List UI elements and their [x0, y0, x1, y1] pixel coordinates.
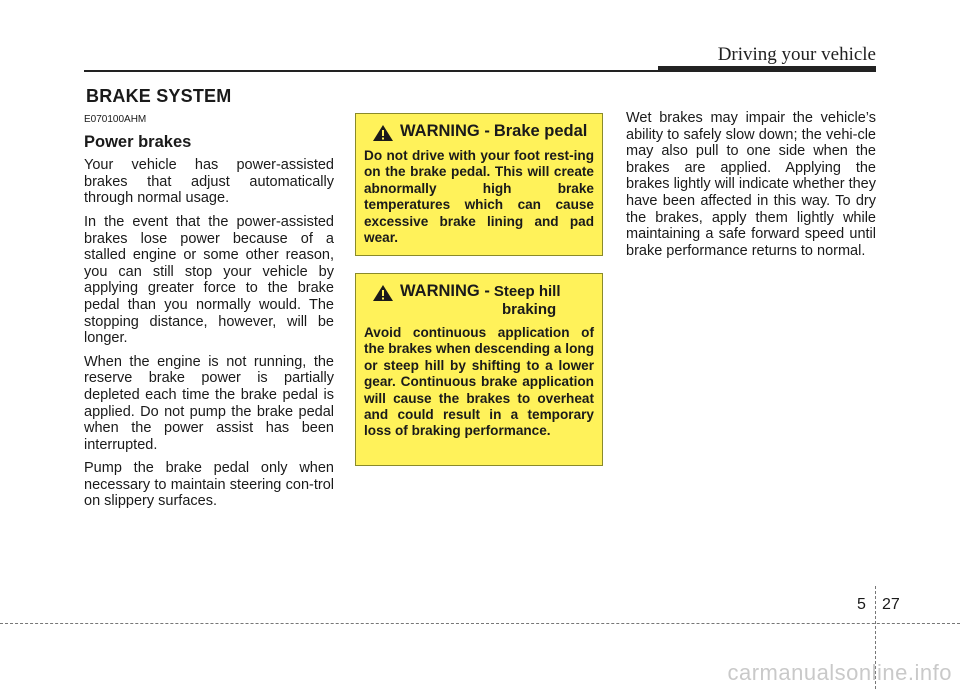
- warning-box-brake-pedal: [355, 113, 603, 256]
- warning-header: [364, 282, 594, 319]
- paragraph: Pump the brake pedal only when necessary to maintain steering con-trol on slippery surfaces.: [84, 460, 334, 510]
- warning-label: WARNING -: [400, 282, 490, 300]
- page-number: 27: [882, 596, 900, 613]
- warning-triangle-icon: [372, 124, 394, 142]
- watermark-text: carmanualsonline.info: [727, 660, 952, 685]
- left-column: [84, 110, 334, 517]
- warning-topic-line2: braking: [502, 301, 557, 318]
- footer-dashed-rule: [0, 623, 960, 624]
- warning-topic: Steep hill: [493, 283, 561, 300]
- warning-body: Avoid continuous application of the brakes when descending a long or steep hill by shifting to a lower gear. Continuous brake application will cause the brakes to overheat and could result in a temporary loss of braking performance.: [364, 325, 594, 439]
- warning-topic: Brake pedal: [493, 122, 588, 140]
- page-section-number: 5: [857, 596, 866, 613]
- warning-label: WARNING -: [400, 122, 490, 140]
- warning-triangle-icon: [372, 284, 394, 302]
- page-header-title: Driving your vehicle: [717, 44, 876, 65]
- warning-header: [364, 122, 594, 142]
- header-rule: [84, 70, 658, 72]
- warning-title: [400, 282, 561, 319]
- paragraph: In the event that the power-assisted brakes lose power because of a stalled engine or some other reason, you can still stop your vehicle by applying greater force to the brake pedal than you normally would. The stopping distance, however, will be longer.: [84, 213, 334, 347]
- warning-box-steep-hill: [355, 273, 603, 466]
- paragraph-wet-brakes: Wet brakes may impair the vehicle’s ability to safely slow down; the vehi-cle may also pull to one side when the brakes are applied. Applying the brakes lightly will indicate whether they have been affected in this way. To dry the brakes, apply them lightly while maintaining a safe forward speed until brake performance returns to normal.: [626, 110, 876, 259]
- section-title: BRAKE SYSTEM: [86, 86, 232, 106]
- right-column: [626, 110, 876, 266]
- header-bar: [658, 66, 876, 72]
- subheading-power-brakes: Power brakes: [84, 132, 192, 151]
- paragraph: When the engine is not running, the reserve brake power is partially depleted each time the brake pedal is applied. Do not pump the brake pedal when the power assist has been interrupted.: [84, 353, 334, 453]
- warning-title: [400, 122, 587, 140]
- paragraph: Your vehicle has power-assisted brakes that adjust automatically through normal usage.: [84, 157, 334, 207]
- section-code: E070100AHM: [84, 114, 147, 125]
- warning-body: Do not drive with your foot rest-ing on the brake pedal. This will create abnormally high brake temperatures which can cause excessive brake lining and pad wear.: [364, 148, 594, 246]
